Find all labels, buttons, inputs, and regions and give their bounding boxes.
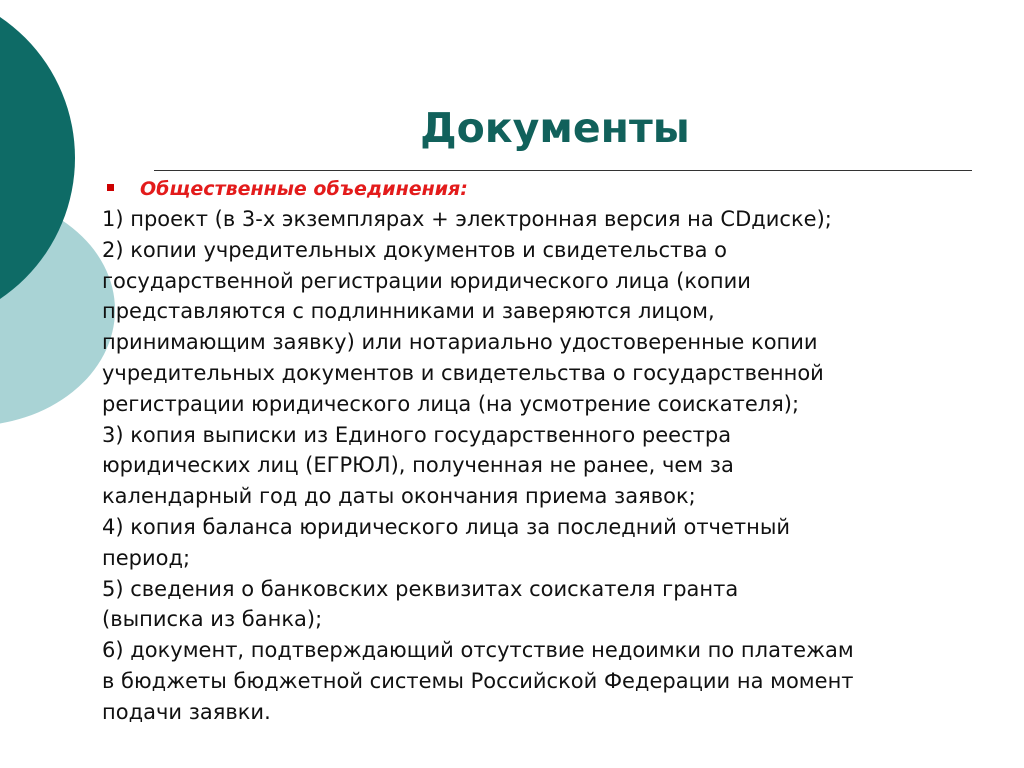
list-line: в бюджеты бюджетной системы Российской Федерации на момент [102, 668, 854, 693]
list-line: учредительных документов и свидетельства о государственной [102, 360, 824, 385]
document-list [102, 204, 1002, 728]
list-line: 1) проект (в 3-х экземплярах + электронная версия на CDдиске); [102, 207, 832, 231]
title-divider [154, 170, 972, 171]
section-heading: Общественные объединения: [140, 178, 468, 200]
list-line: (выписка из банка); [102, 607, 323, 632]
list-line: календарный год до даты окончания приема заявок; [102, 484, 696, 509]
list-line: 5) сведения о банковских реквизитах соискателя гранта [102, 576, 739, 601]
list-line: регистрации юридического лица (на усмотрение соискателя); [102, 391, 800, 416]
list-line: период; [102, 545, 191, 570]
slide-title: Документы [420, 104, 690, 152]
list-line: 3) копия выписки из Единого государственного реестра [102, 422, 732, 447]
list-line: принимающим заявку) или нотариально удостоверенные копии [102, 330, 818, 355]
list-line: 6) документ, подтверждающий отсутствие недоимки по платежам [102, 638, 854, 663]
list-line: подачи заявки. [102, 699, 271, 724]
list-line: 2) копии учредительных документов и свидетельства о [102, 237, 728, 262]
list-line: 4) копия баланса юридического лица за последний отчетный [102, 514, 791, 539]
list-line: юридических лиц (ЕГРЮЛ), полученная не ранее, чем за [102, 453, 734, 478]
square-bullet-icon [107, 184, 114, 191]
list-line: представляются с подлинниками и заверяются лицом, [102, 299, 715, 324]
list-line: государственной регистрации юридического лица (копии [102, 268, 751, 293]
